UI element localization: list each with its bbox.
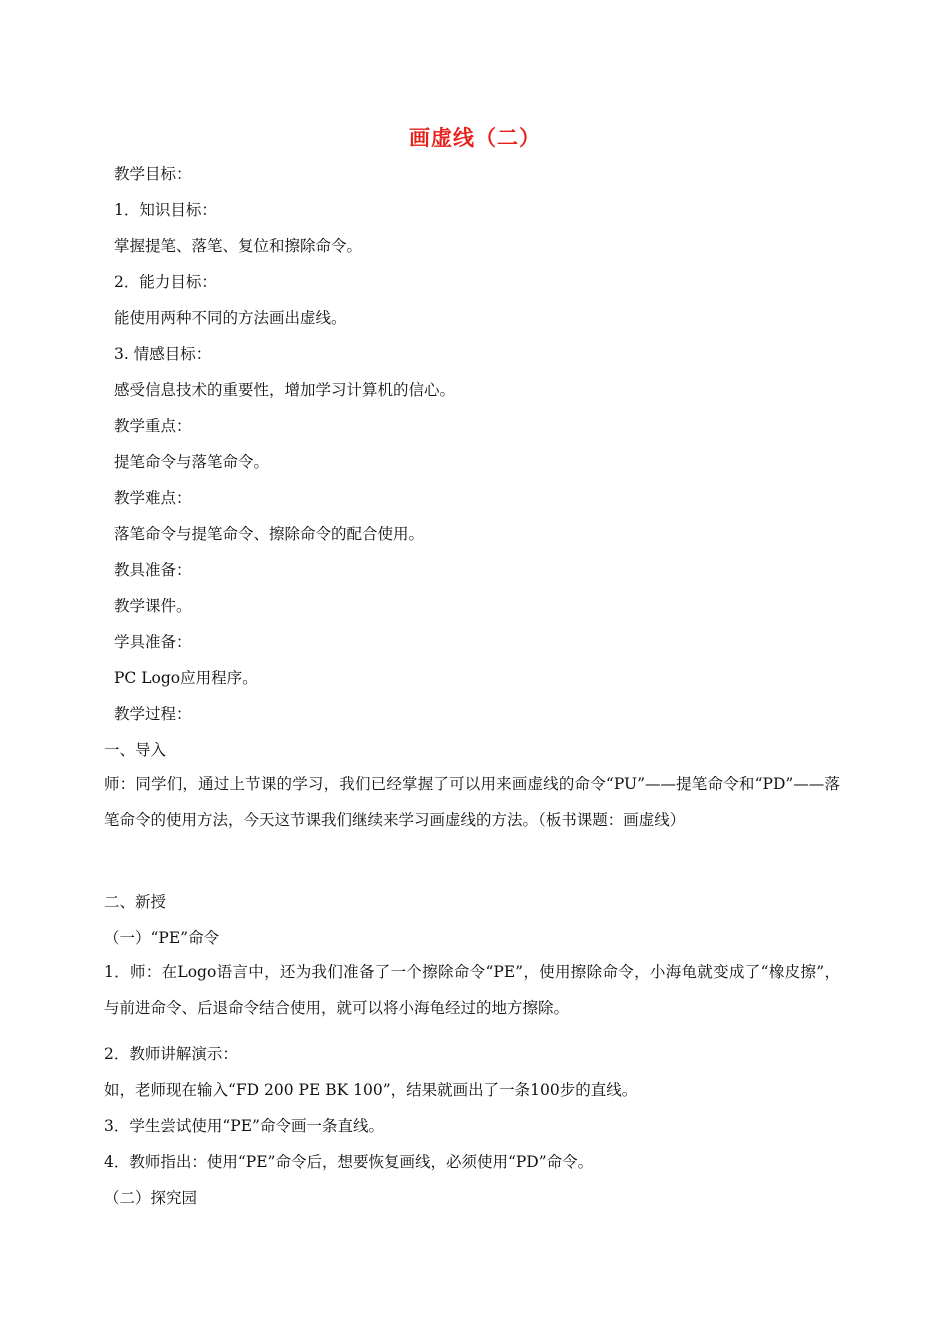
section-1-heading: 一、导入 — [104, 741, 167, 759]
objectives-heading: 教学目标： — [114, 165, 192, 183]
objective-1-text: 掌握提笔、落笔、复位和擦除命令。 — [114, 237, 363, 255]
objective-2-text: 能使用两种不同的方法画出虚线。 — [114, 309, 347, 327]
section-1-paragraph: 师：同学们，通过上节课的学习，我们已经掌握了可以用来画虚线的命令“PU”——提笔命令和“PD”——落笔命令的使用方法，今天这节课我们继续来学习画虚线的方法。（板书课题：画虚线） — [104, 775, 840, 829]
objective-3-text: 感受信息技术的重要性，增加学习计算机的信心。 — [114, 381, 456, 399]
student-tools-heading: 学具准备： — [114, 633, 192, 651]
document-title: 画虚线（二） — [409, 126, 541, 150]
subsection-1-item-2-text: 如，老师现在输入“FD 200 PE BK 100”，结果就画出了一条100步的直线。 — [104, 1081, 638, 1099]
key-points-text: 提笔命令与落笔命令。 — [114, 453, 270, 471]
student-tools-text: PC Logo应用程序。 — [114, 669, 258, 687]
subsection-2-heading: （二）探究园 — [104, 1189, 198, 1207]
process-heading: 教学过程： — [114, 705, 192, 723]
objective-1-heading: 1．知识目标： — [114, 201, 217, 219]
objective-3-heading: 3. 情感目标： — [114, 345, 212, 363]
teaching-tools-text: 教学课件。 — [114, 597, 192, 615]
difficult-points-heading: 教学难点： — [114, 489, 192, 507]
subsection-1-item-1: 1．师：在Logo语言中，还为我们准备了一个擦除命令“PE”，使用擦除命令，小海龟就变成了“橡皮擦”，与前进命令、后退命令结合使用，就可以将小海龟经过的地方擦除。 — [104, 963, 840, 1017]
objective-2-heading: 2．能力目标： — [114, 273, 217, 291]
key-points-heading: 教学重点： — [114, 417, 192, 435]
subsection-1-item-2: 2．教师讲解演示： — [104, 1045, 238, 1063]
difficult-points-text: 落笔命令与提笔命令、擦除命令的配合使用。 — [114, 525, 425, 543]
teaching-tools-heading: 教具准备： — [114, 561, 192, 579]
section-2-heading: 二、新授 — [104, 893, 167, 911]
subsection-1-item-3: 3．学生尝试使用“PE”命令画一条直线。 — [104, 1117, 384, 1135]
subsection-1-item-4: 4．教师指出：使用“PE”命令后，想要恢复画线，必须使用“PD”命令。 — [104, 1153, 594, 1171]
subsection-1-heading: （一）“PE”命令 — [104, 929, 220, 947]
